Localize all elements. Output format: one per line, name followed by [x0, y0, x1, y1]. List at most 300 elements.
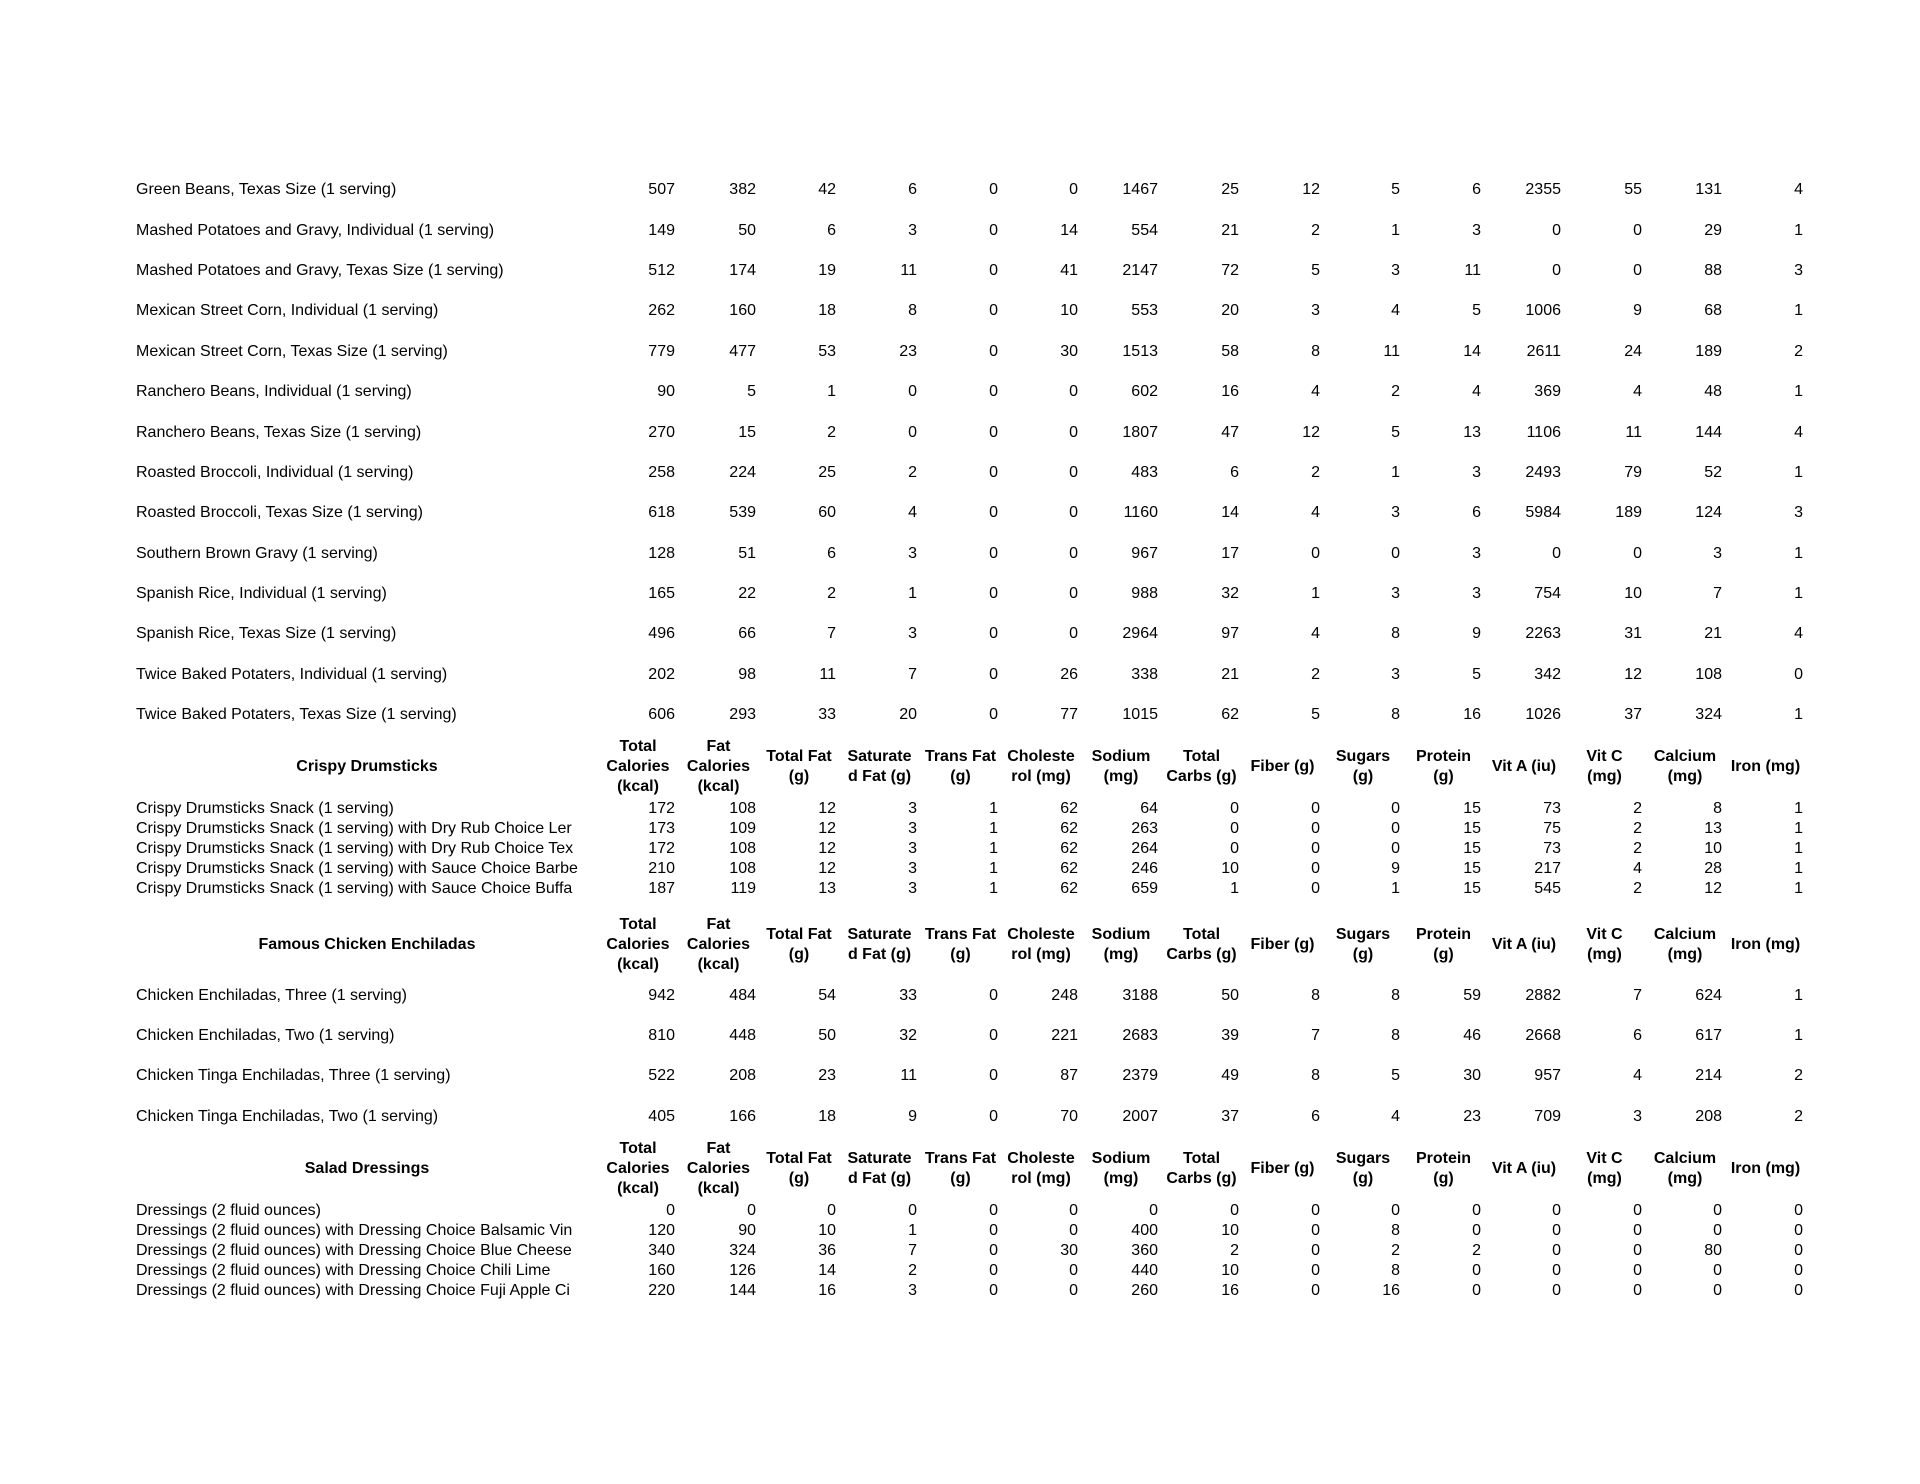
column-header: Sodium (mg): [1091, 926, 1151, 964]
table-cell: 0: [1391, 800, 1400, 818]
table-cell: 3: [908, 840, 917, 858]
table-cell: 5: [1391, 1067, 1400, 1085]
table-cell: 400: [1131, 1222, 1158, 1240]
table-cell: 4: [1794, 625, 1803, 643]
table-row: [136, 695, 1806, 735]
column-header: Total Fat (g): [766, 926, 832, 964]
table-cell: 221: [1051, 1027, 1078, 1045]
table-cell: 4: [1633, 1067, 1642, 1085]
table-cell: 263: [1131, 820, 1158, 838]
table-cell: 160: [648, 1262, 675, 1280]
column-header: Fiber (g): [1250, 936, 1315, 954]
table-cell: 1015: [1122, 706, 1158, 724]
table-cell: 0: [1069, 423, 1078, 441]
table-cell: 2: [1311, 665, 1320, 683]
table-cell: 14: [818, 1262, 836, 1280]
table-cell: 0: [989, 383, 998, 401]
table-row: [136, 839, 1806, 859]
table-cell: 165: [648, 585, 675, 603]
table-cell: 8: [1713, 800, 1722, 818]
table-cell: 42: [818, 181, 836, 199]
table-cell: 554: [1131, 221, 1158, 239]
table-cell: 0: [1230, 800, 1239, 818]
table-row: [136, 819, 1806, 839]
table-cell: 16: [1221, 1282, 1239, 1300]
table-cell: 2355: [1525, 181, 1561, 199]
table-cell: 131: [1695, 181, 1722, 199]
table-cell: 160: [729, 302, 756, 320]
table-cell: 3: [908, 625, 917, 643]
enchiladas-item-name: Chicken Tinga Enchiladas, Two (1 serving): [136, 1107, 439, 1125]
table-cell: 382: [729, 181, 756, 199]
table-cell: 12: [818, 820, 836, 838]
dressings-item-name: Dressings (2 fluid ounces) with Dressing Choice Chili Lime: [136, 1262, 551, 1280]
column-header: Total Calories (kcal): [606, 1140, 670, 1198]
table-cell: 248: [1051, 986, 1078, 1004]
table-cell: 1: [1794, 585, 1803, 603]
table-cell: 21: [1704, 625, 1722, 643]
table-cell: 108: [729, 860, 756, 878]
table-cell: 30: [1060, 1242, 1078, 1260]
table-cell: 2: [908, 1262, 917, 1280]
table-cell: 293: [729, 706, 756, 724]
table-cell: 0: [1391, 1202, 1400, 1220]
table-cell: 369: [1534, 383, 1561, 401]
column-header: Protein (g): [1415, 748, 1472, 786]
table-cell: 0: [1311, 1262, 1320, 1280]
table-cell: 18: [818, 302, 836, 320]
table-cell: 1807: [1122, 423, 1158, 441]
table-row: [136, 251, 1806, 291]
table-cell: 440: [1131, 1262, 1158, 1280]
column-header: Calcium (mg): [1653, 748, 1717, 786]
table-cell: 8: [1391, 1262, 1400, 1280]
table-cell: 9: [908, 1107, 917, 1125]
table-cell: 187: [648, 880, 675, 898]
table-cell: 1: [1391, 880, 1400, 898]
table-cell: 0: [989, 1107, 998, 1125]
table-cell: 174: [729, 261, 756, 279]
table-cell: 12: [818, 800, 836, 818]
table-cell: 90: [657, 383, 675, 401]
table-cell: 2: [1391, 1242, 1400, 1260]
table-cell: 0: [1472, 1222, 1481, 1240]
table-cell: 0: [1713, 1222, 1722, 1240]
table-cell: 0: [747, 1202, 756, 1220]
table-cell: 46: [1463, 1027, 1481, 1045]
table-cell: 1467: [1122, 181, 1158, 199]
table-cell: 2: [1633, 880, 1642, 898]
table-cell: 11: [1464, 261, 1481, 279]
table-cell: 1106: [1526, 423, 1561, 441]
sides-item-name: Green Beans, Texas Size (1 serving): [136, 181, 397, 199]
section-title: Salad Dressings: [304, 1160, 430, 1178]
table-cell: 0: [989, 504, 998, 522]
table-cell: 2: [1794, 342, 1803, 360]
table-cell: 5: [747, 383, 756, 401]
table-cell: 1160: [1123, 504, 1158, 522]
table-cell: 166: [729, 1107, 756, 1125]
table-cell: 0: [1311, 840, 1320, 858]
table-cell: 47: [1221, 423, 1239, 441]
table-cell: 0: [1552, 544, 1561, 562]
table-cell: 0: [1794, 1262, 1803, 1280]
table-cell: 1: [1794, 302, 1803, 320]
table-cell: 144: [1695, 423, 1722, 441]
table-cell: 12: [818, 840, 836, 858]
table-cell: 0: [989, 463, 998, 481]
table-cell: 68: [1704, 302, 1722, 320]
table-cell: 553: [1131, 302, 1158, 320]
table-cell: 13: [1463, 423, 1481, 441]
table-cell: 659: [1131, 880, 1158, 898]
table-cell: 7: [827, 625, 836, 643]
column-header: Total Carbs (g): [1166, 926, 1237, 964]
table-cell: 340: [648, 1242, 675, 1260]
table-cell: 0: [908, 383, 917, 401]
table-cell: 88: [1704, 261, 1722, 279]
table-cell: 11: [819, 665, 836, 683]
table-cell: 9: [1472, 625, 1481, 643]
table-cell: 16: [1382, 1282, 1400, 1300]
table-cell: 220: [648, 1282, 675, 1300]
table-row: [136, 859, 1806, 879]
table-body: [136, 170, 1806, 1301]
table-cell: 108: [729, 800, 756, 818]
table-cell: 25: [1221, 181, 1239, 199]
table-cell: 119: [730, 880, 756, 898]
table-row: [136, 534, 1806, 574]
table-cell: 8: [1391, 1222, 1400, 1240]
table-cell: 214: [1695, 1067, 1722, 1085]
table-cell: 7: [1633, 986, 1642, 1004]
table-cell: 8: [1391, 706, 1400, 724]
table-cell: 8: [1391, 625, 1400, 643]
table-cell: 0: [1633, 1282, 1642, 1300]
table-cell: 262: [648, 302, 675, 320]
table-cell: 16: [1463, 706, 1481, 724]
table-cell: 10: [1221, 1262, 1239, 1280]
table-cell: 49: [1221, 1067, 1239, 1085]
table-cell: 15: [1463, 820, 1481, 838]
table-cell: 2: [1311, 463, 1320, 481]
table-cell: 709: [1534, 1107, 1561, 1125]
table-cell: 3: [1794, 261, 1803, 279]
sides-item-name: Ranchero Beans, Individual (1 serving): [136, 383, 412, 401]
table-cell: 8: [1311, 986, 1320, 1004]
table-cell: 2493: [1525, 463, 1561, 481]
table-cell: 2964: [1122, 625, 1158, 643]
table-cell: 0: [989, 221, 998, 239]
column-header: Choleste rol (mg): [1007, 1150, 1075, 1188]
table-cell: 97: [1221, 625, 1239, 643]
table-cell: 13: [818, 880, 836, 898]
column-header: Choleste rol (mg): [1007, 748, 1075, 786]
table-cell: 0: [827, 1202, 836, 1220]
table-cell: 0: [1311, 860, 1320, 878]
table-cell: 1: [1794, 880, 1803, 898]
drumsticks-item-name: Crispy Drumsticks Snack (1 serving) with Sauce Choice Barbe: [136, 860, 578, 878]
table-cell: 2: [1391, 383, 1400, 401]
table-cell: 20: [1221, 302, 1239, 320]
table-cell: 8: [1391, 1027, 1400, 1045]
table-cell: 2: [1472, 1242, 1481, 1260]
section-title: Famous Chicken Enchiladas: [258, 936, 476, 954]
table-cell: 33: [818, 706, 836, 724]
table-cell: 0: [1794, 1222, 1803, 1240]
table-cell: 0: [1069, 1262, 1078, 1280]
table-cell: 2668: [1525, 1027, 1561, 1045]
table-cell: 0: [1713, 1202, 1722, 1220]
table-cell: 260: [1131, 1282, 1158, 1300]
table-row: [136, 799, 1806, 819]
column-header: Iron (mg): [1730, 1160, 1801, 1178]
table-cell: 0: [908, 423, 917, 441]
table-row: [136, 291, 1806, 331]
table-cell: 988: [1131, 585, 1158, 603]
table-cell: 1: [1794, 463, 1803, 481]
table-cell: 12: [1704, 880, 1722, 898]
table-cell: 1: [908, 1222, 917, 1240]
table-cell: 172: [648, 840, 675, 858]
enchiladas-item-name: Chicken Enchiladas, Two (1 serving): [136, 1027, 395, 1045]
table-cell: 2882: [1525, 986, 1561, 1004]
table-cell: 12: [1302, 181, 1320, 199]
table-cell: 0: [1633, 544, 1642, 562]
table-cell: 0: [1149, 1202, 1158, 1220]
column-header: Total Calories (kcal): [606, 916, 670, 974]
table-cell: 62: [1060, 880, 1078, 898]
table-cell: 52: [1704, 463, 1722, 481]
enchiladas-item-name: Chicken Tinga Enchiladas, Three (1 serving): [136, 1067, 451, 1085]
table-cell: 3: [908, 860, 917, 878]
table-cell: 606: [648, 706, 675, 724]
table-cell: 31: [1624, 625, 1642, 643]
table-cell: 0: [1311, 1222, 1320, 1240]
table-cell: 810: [648, 1027, 675, 1045]
dressings-item-name: Dressings (2 fluid ounces) with Dressing Choice Fuji Apple Ci: [136, 1282, 570, 1300]
table-row: [136, 879, 1806, 899]
table-row: [136, 1097, 1806, 1137]
table-cell: 0: [1552, 261, 1561, 279]
table-cell: 98: [738, 665, 756, 683]
table-cell: 0: [989, 1202, 998, 1220]
table-cell: 0: [1472, 1262, 1481, 1280]
table-cell: 9: [1633, 302, 1642, 320]
table-cell: 0: [1069, 1202, 1078, 1220]
table-cell: 189: [1615, 504, 1642, 522]
sides-item-name: Mashed Potatoes and Gravy, Texas Size (1 serving): [136, 261, 504, 279]
table-cell: 2: [1633, 820, 1642, 838]
table-cell: 2: [1794, 1107, 1803, 1125]
table-cell: 360: [1131, 1242, 1158, 1260]
table-cell: 1026: [1525, 706, 1561, 724]
table-cell: 0: [989, 544, 998, 562]
column-header: Saturate d Fat (g): [847, 1150, 912, 1188]
table-cell: 539: [729, 504, 756, 522]
table-cell: 29: [1704, 221, 1722, 239]
table-cell: 16: [1221, 383, 1239, 401]
table-cell: 0: [1794, 1282, 1803, 1300]
table-cell: 0: [989, 181, 998, 199]
table-cell: 51: [738, 544, 756, 562]
table-cell: 3: [1391, 504, 1400, 522]
table-cell: 1: [989, 820, 998, 838]
nutrition-sheet: [136, 170, 1803, 1301]
table-cell: 484: [729, 986, 756, 1004]
table-cell: 477: [729, 342, 756, 360]
column-header: Total Calories (kcal): [606, 738, 670, 796]
table-cell: 3: [1794, 504, 1803, 522]
table-cell: 109: [729, 820, 756, 838]
table-cell: 0: [1069, 463, 1078, 481]
table-cell: 2: [1633, 840, 1642, 858]
table-cell: 0: [1311, 1202, 1320, 1220]
table-row: [136, 1016, 1806, 1056]
drumsticks-item-name: Crispy Drumsticks Snack (1 serving) with Dry Rub Choice Ler: [136, 820, 572, 838]
column-header: Saturate d Fat (g): [847, 748, 912, 786]
table-cell: 58: [1221, 342, 1239, 360]
table-cell: 6: [1311, 1107, 1320, 1125]
table-cell: 1006: [1525, 302, 1561, 320]
table-cell: 14: [1221, 504, 1239, 522]
table-cell: 3188: [1122, 986, 1158, 1004]
table-cell: 7: [1311, 1027, 1320, 1045]
table-cell: 4: [1794, 423, 1803, 441]
table-cell: 0: [989, 706, 998, 724]
table-cell: 0: [1230, 820, 1239, 838]
table-cell: 0: [1230, 1202, 1239, 1220]
table-cell: 0: [1794, 1242, 1803, 1260]
table-cell: 0: [989, 986, 998, 1004]
table-row: [136, 655, 1806, 695]
table-cell: 507: [648, 181, 675, 199]
column-header: Vit A (iu): [1491, 758, 1557, 776]
column-header: Choleste rol (mg): [1007, 926, 1075, 964]
table-cell: 2: [908, 463, 917, 481]
table-cell: 33: [899, 986, 917, 1004]
table-cell: 62: [1060, 840, 1078, 858]
table-cell: 30: [1463, 1067, 1481, 1085]
table-cell: 942: [648, 986, 675, 1004]
column-header: Sugars (g): [1335, 748, 1391, 786]
table-cell: 10: [818, 1222, 836, 1240]
table-cell: 1: [1794, 800, 1803, 818]
column-header: Trans Fat (g): [924, 926, 997, 964]
table-cell: 5: [1472, 302, 1481, 320]
table-cell: 1: [1391, 463, 1400, 481]
table-cell: 2147: [1122, 261, 1158, 279]
table-cell: 0: [989, 1027, 998, 1045]
table-cell: 87: [1060, 1067, 1078, 1085]
table-row: [136, 493, 1806, 533]
table-cell: 512: [648, 261, 675, 279]
table-cell: 496: [648, 625, 675, 643]
table-cell: 3: [1391, 585, 1400, 603]
table-row: [136, 1261, 1806, 1281]
table-cell: 754: [1534, 585, 1561, 603]
table-cell: 270: [648, 423, 675, 441]
table-cell: 18: [818, 1107, 836, 1125]
table-cell: 0: [1311, 880, 1320, 898]
table-cell: 23: [818, 1067, 836, 1085]
table-cell: 7: [908, 1242, 917, 1260]
table-cell: 3: [1391, 261, 1400, 279]
table-cell: 0: [1391, 544, 1400, 562]
table-cell: 11: [1625, 423, 1642, 441]
table-cell: 36: [818, 1242, 836, 1260]
table-row: [136, 1201, 1806, 1221]
table-cell: 0: [989, 585, 998, 603]
column-header: Iron (mg): [1730, 936, 1801, 954]
table-cell: 3: [1391, 665, 1400, 683]
table-cell: 624: [1695, 986, 1722, 1004]
sides-item-name: Ranchero Beans, Texas Size (1 serving): [136, 423, 422, 441]
table-cell: 617: [1695, 1027, 1722, 1045]
table-cell: 0: [989, 261, 998, 279]
table-cell: 483: [1131, 463, 1158, 481]
table-cell: 2263: [1525, 625, 1561, 643]
table-cell: 3: [1472, 585, 1481, 603]
table-cell: 10: [1221, 1222, 1239, 1240]
table-cell: 73: [1543, 800, 1561, 818]
table-row: [136, 1281, 1806, 1301]
table-cell: 6: [908, 181, 917, 199]
table-cell: 602: [1131, 383, 1158, 401]
table-cell: 73: [1543, 840, 1561, 858]
table-cell: 3: [908, 1282, 917, 1300]
table-cell: 128: [648, 544, 675, 562]
column-header: Saturate d Fat (g): [847, 926, 912, 964]
table-cell: 1: [908, 585, 917, 603]
table-cell: 967: [1131, 544, 1158, 562]
table-cell: 62: [1221, 706, 1239, 724]
table-cell: 4: [1472, 383, 1481, 401]
table-cell: 13: [1704, 820, 1722, 838]
column-header: Fiber (g): [1250, 1160, 1315, 1178]
table-cell: 0: [1633, 221, 1642, 239]
table-row: [136, 210, 1806, 250]
table-cell: 2: [1311, 221, 1320, 239]
column-header: Vit C (mg): [1586, 1150, 1623, 1188]
table-cell: 2: [1794, 1067, 1803, 1085]
table-cell: 6: [1472, 504, 1481, 522]
table-cell: 0: [1633, 1222, 1642, 1240]
table-cell: 1513: [1122, 342, 1158, 360]
drumsticks-item-name: Crispy Drumsticks Snack (1 serving) with Dry Rub Choice Tex: [136, 840, 574, 858]
table-cell: 0: [1069, 625, 1078, 643]
dressings-item-name: Dressings (2 fluid ounces) with Dressing Choice Blue Cheese: [136, 1242, 572, 1260]
sides-item-name: Spanish Rice, Texas Size (1 serving): [136, 625, 397, 643]
table-cell: 0: [1633, 1202, 1642, 1220]
table-cell: 173: [648, 820, 675, 838]
table-cell: 23: [1463, 1107, 1481, 1125]
table-cell: 0: [1311, 800, 1320, 818]
table-cell: 4: [1633, 860, 1642, 878]
table-row: [136, 332, 1806, 372]
table-cell: 0: [989, 625, 998, 643]
table-cell: 0: [1552, 1262, 1561, 1280]
column-header: Fat Calories (kcal): [686, 738, 751, 796]
table-cell: 2683: [1122, 1027, 1158, 1045]
table-cell: 8: [908, 302, 917, 320]
table-cell: 4: [1391, 1107, 1400, 1125]
table-cell: 210: [648, 860, 675, 878]
table-cell: 37: [1624, 706, 1642, 724]
table-row: [136, 1221, 1806, 1241]
table-cell: 9: [1391, 860, 1400, 878]
table-cell: 4: [1391, 302, 1400, 320]
